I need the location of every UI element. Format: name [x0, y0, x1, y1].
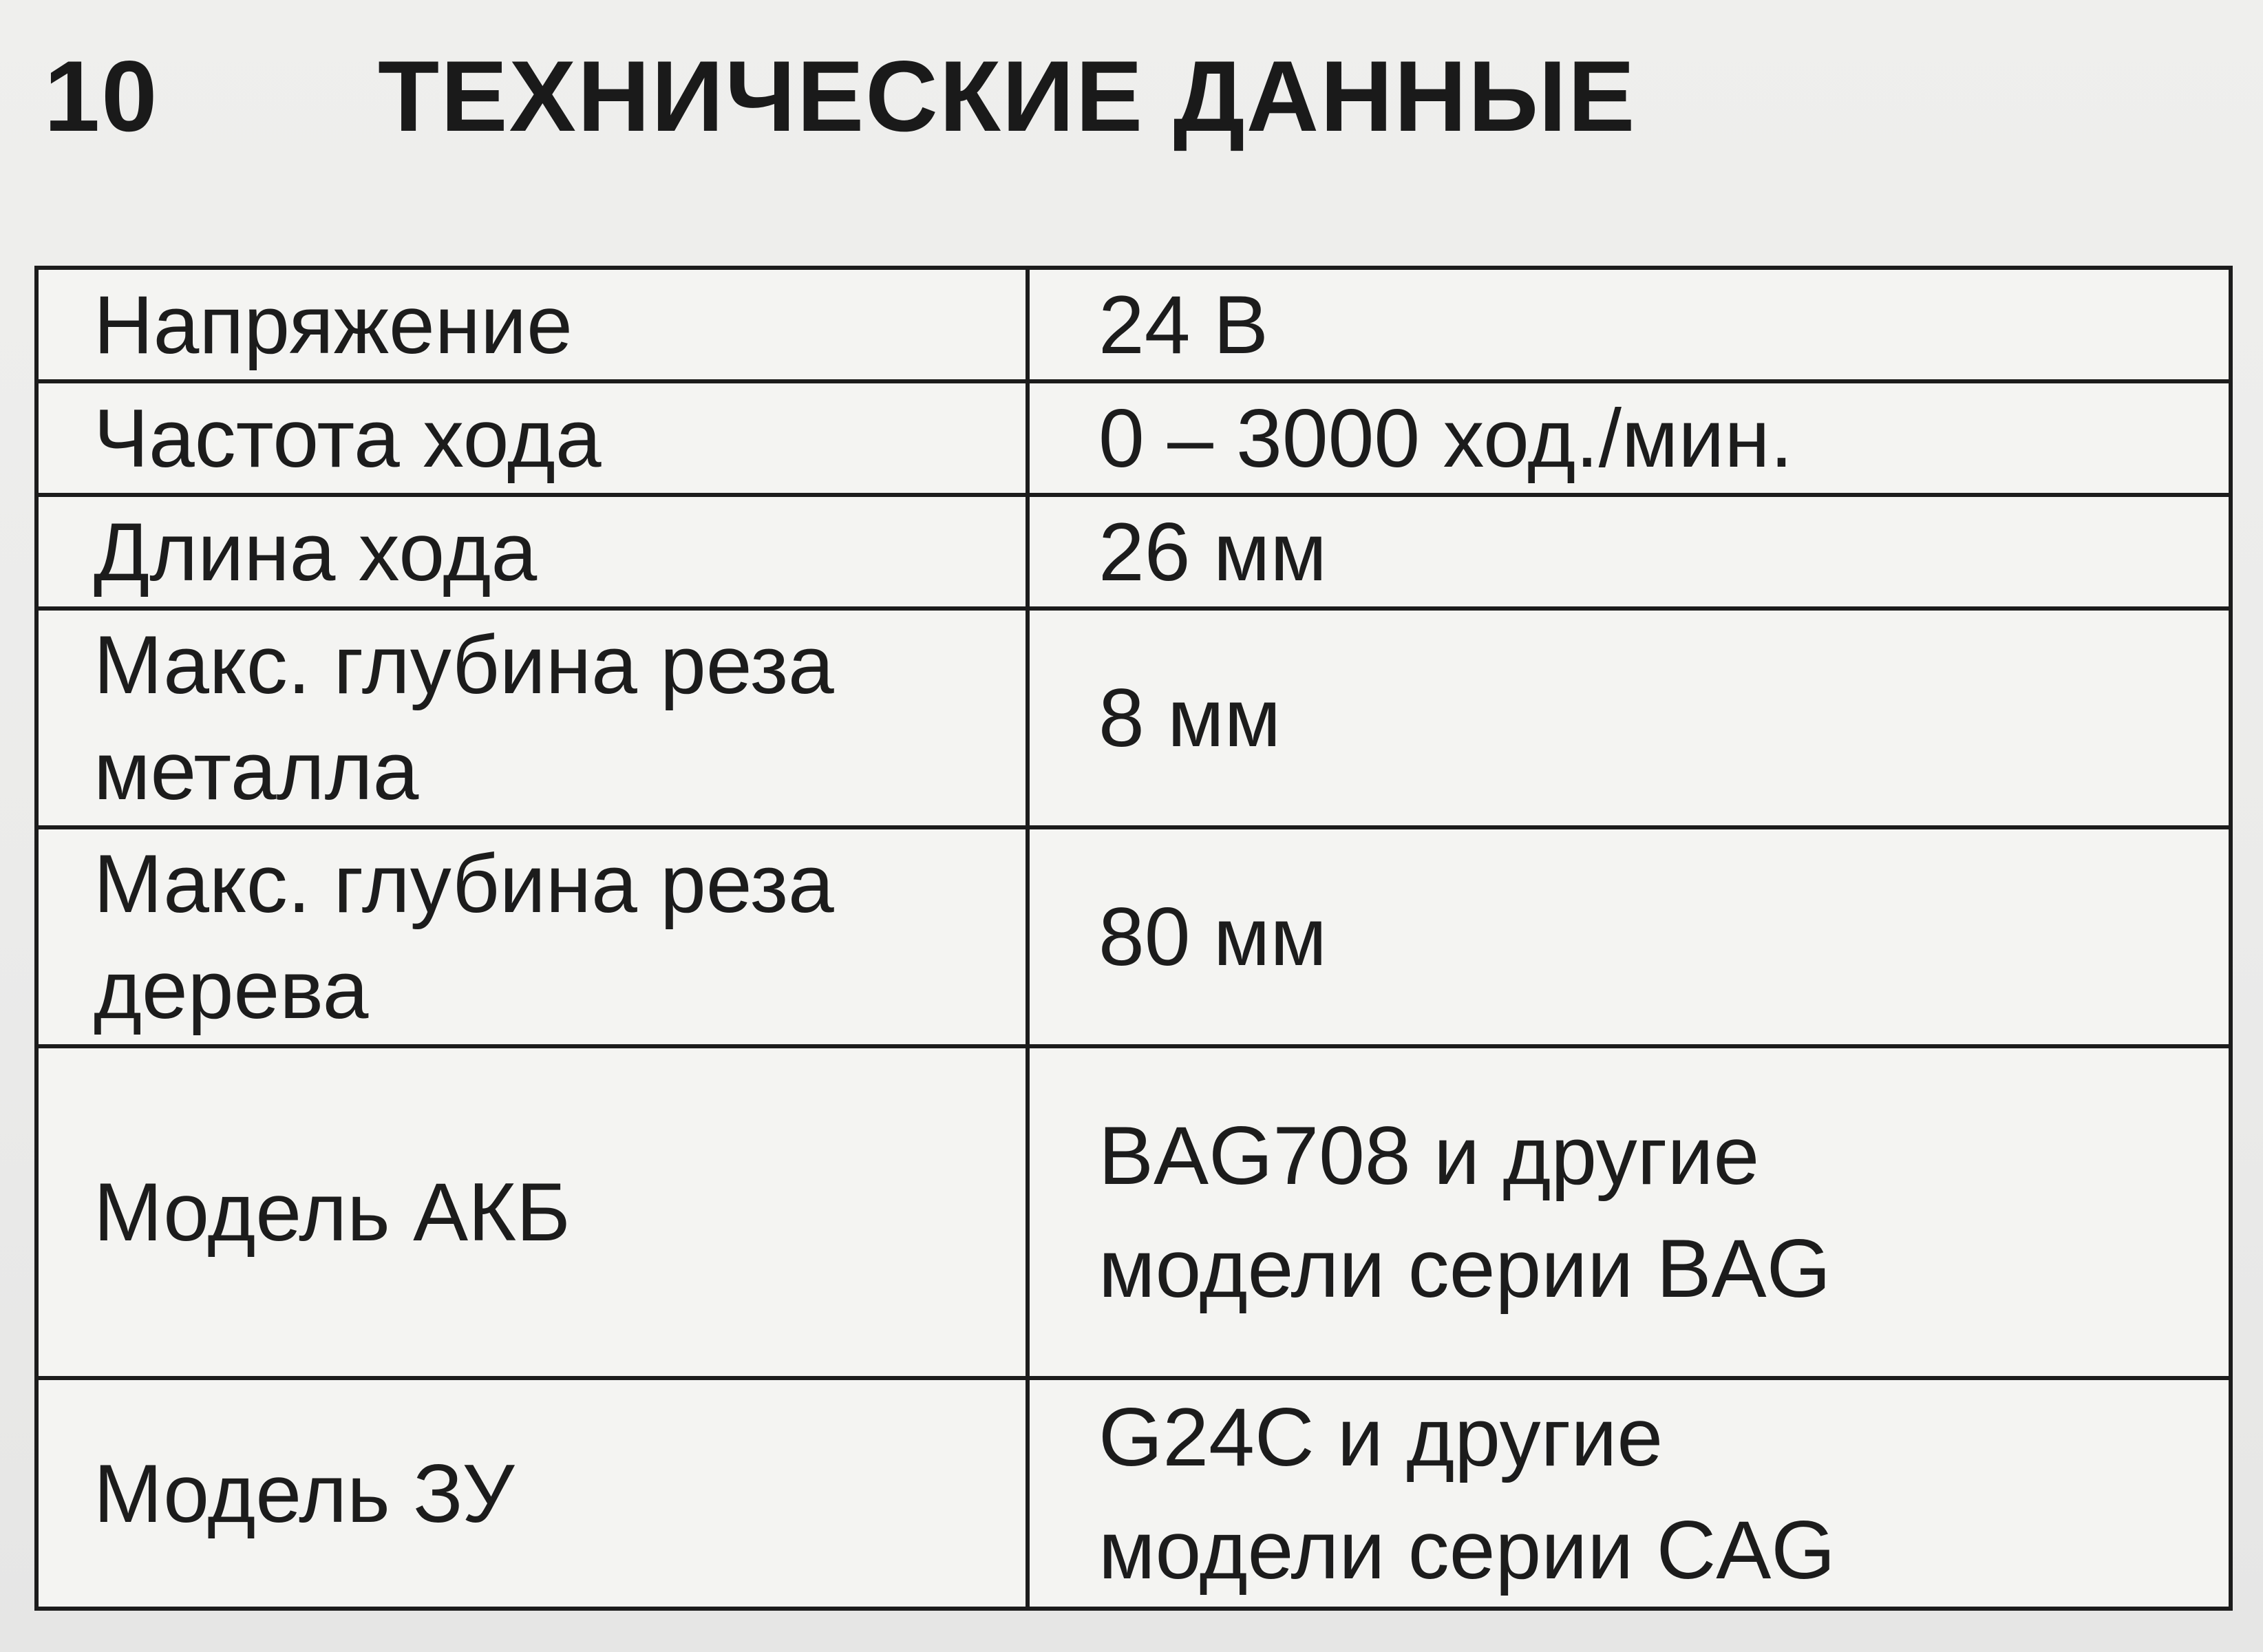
- table-row: [36, 608, 2231, 827]
- table-row: [36, 268, 2231, 381]
- spec-value: 0 – 3000 ход./мин.: [1028, 381, 2231, 495]
- spec-parameter: Модель ЗУ: [36, 1378, 1028, 1609]
- spec-parameter: Частота хода: [36, 381, 1028, 495]
- spec-parameter: Напряжение: [36, 268, 1028, 381]
- spec-parameter: Макс. глубина реза металла: [36, 608, 1028, 827]
- spec-value: 8 мм: [1028, 608, 2231, 827]
- section-title: ТЕХНИЧЕСКИЕ ДАННЫЕ: [378, 40, 1637, 152]
- table-row: [36, 1046, 2231, 1378]
- spec-value: 26 мм: [1028, 495, 2231, 608]
- spec-value: G24C и другие модели серии CAG: [1028, 1378, 2231, 1609]
- spec-value: BAG708 и другие модели серии BAG: [1028, 1046, 2231, 1378]
- table-row: [36, 827, 2231, 1046]
- technical-specs-table: [34, 266, 2233, 1611]
- spec-parameter: Длина хода: [36, 495, 1028, 608]
- section-number: 10: [44, 40, 159, 152]
- spec-parameter: Макс. глубина реза дерева: [36, 827, 1028, 1046]
- table-row: [36, 495, 2231, 608]
- table-row: [36, 1378, 2231, 1609]
- section-heading: [44, 41, 1834, 151]
- table-row: [36, 381, 2231, 495]
- spec-value: 24 В: [1028, 268, 2231, 381]
- spec-value: 80 мм: [1028, 827, 2231, 1046]
- spec-parameter: Модель АКБ: [36, 1046, 1028, 1378]
